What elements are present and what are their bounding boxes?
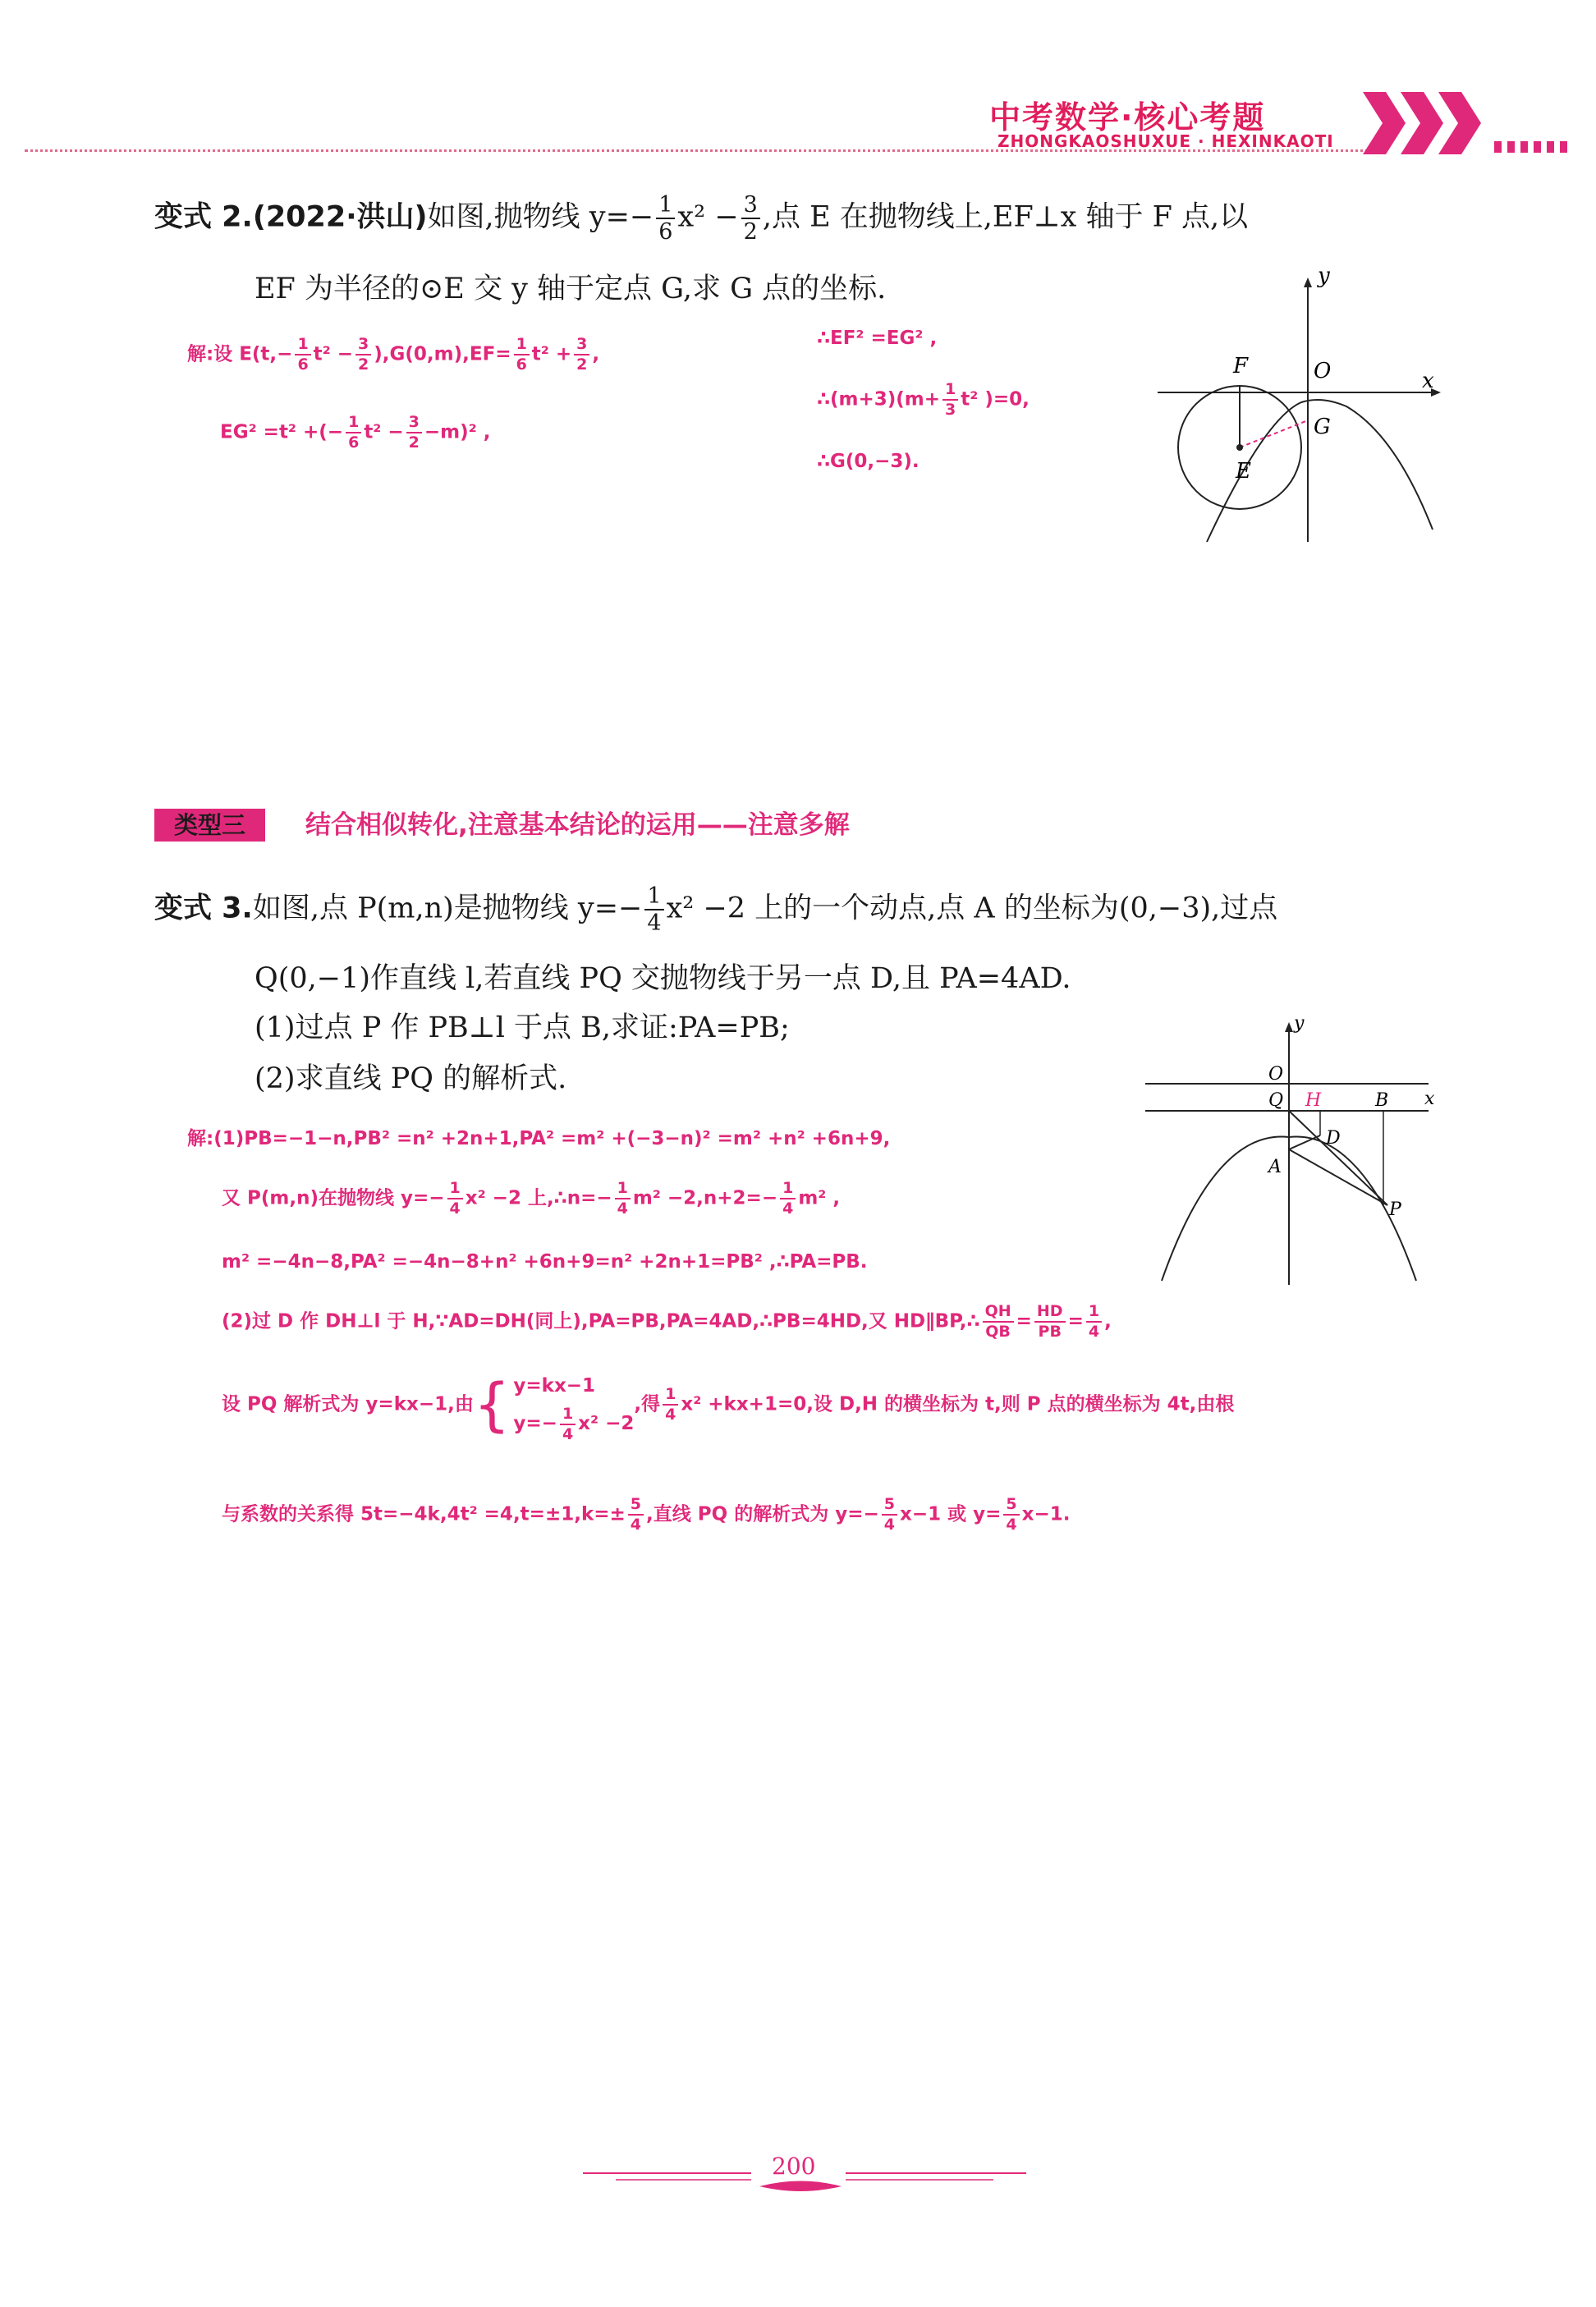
fig2-label-y: y	[1294, 1014, 1305, 1034]
fig1-label-x: x	[1422, 369, 1434, 393]
solution3-line4: (2)过 D 作 DH⊥l 于 H,∵AD=DH(同上),PA=PB,PA=4AD,∴PB=4HD,又 HD∥BP,∴ $\frac{QH}{QB}$ = $\frac{HD}{PB}$ = $\frac{1}{4}$ ,	[222, 1302, 1112, 1341]
fig2-label-O: O	[1268, 1064, 1284, 1085]
fig1-label-O: O	[1314, 359, 1332, 383]
fig2-label-H: H	[1305, 1090, 1322, 1111]
fig2-label-B: B	[1375, 1090, 1389, 1111]
problem3-line2: Q(0,−1)作直线 l,若直线 PQ 交抛物线于另一点 D,且 PA=4AD.	[255, 962, 1071, 995]
solution2-line1: 解:设 E(t,− $\frac{1}{6}$ t² − $\frac{3}{2}$ ),G(0,m),EF= $\frac{1}{6}$ t² + $\frac{3}{2}$ ,	[187, 335, 600, 374]
problem3-line1: 变式 3.如图,点 P(m,n)是抛物线 y=− $\frac{1}{4}$ x² −2 上的一个动点,点 A 的坐标为(0,−3),过点	[154, 883, 1278, 936]
problem3-line3: (1)过点 P 作 PB⊥l 于点 B,求证:PA=PB;	[255, 1011, 790, 1044]
figure1-diagram	[1158, 271, 1461, 550]
problem3-label: 变式 3.	[154, 892, 253, 925]
problem3-line4: (2)求直线 PQ 的解析式.	[255, 1062, 567, 1095]
fig2-label-x: x	[1424, 1089, 1435, 1109]
solution3-line6: 与系数的关系得 5t=−4k,4t² =4,t=±1,k=± $\frac{5}{4}$ ,直线 PQ 的解析式为 y=− $\frac{5}{4}$ x−1 或 y= $\frac{5}{4}$ x−1.	[222, 1495, 1071, 1534]
fig1-label-F: F	[1233, 354, 1249, 378]
header-chevrons-icon	[1363, 92, 1593, 158]
type3-title: 结合相似转化,注意基本结论的运用——注意多解	[305, 810, 850, 840]
fig2-label-Q: Q	[1268, 1090, 1284, 1111]
solution3-line1: 解:(1)PB=−1−n,PB² =n² +2n+1,PA² =m² +(−3−n)² =m² +n² +6n+9,	[187, 1128, 891, 1149]
fig1-label-y: y	[1318, 271, 1330, 288]
solution3-line3: m² =−4n−8,PA² =−4n−8+n² +6n+9=n² +2n+1=PB² ,∴PA=PB.	[222, 1251, 868, 1273]
solution3-line2: 又 P(m,n)在抛物线 y=− $\frac{1}{4}$ x² −2 上,∴n=− $\frac{1}{4}$ m² −2,n+2=− $\frac{1}{4}$ m² ,	[222, 1179, 841, 1218]
type3-box: 类型三	[154, 809, 265, 842]
page-number: 200	[772, 2153, 816, 2180]
solution2-line2: EG² =t² +(− $\frac{1}{6}$ t² − $\frac{3}{2}$ −m)² ,	[220, 413, 491, 452]
problem2-line1: 变式 2.(2022·洪山)如图,抛物线 y=− $\frac{1}{6}$ x² − $\frac{3}{2}$ ,点 E 在抛物线上,EF⊥x 轴于 F 点,以	[154, 192, 1249, 245]
fig2-label-D: D	[1326, 1128, 1341, 1149]
header-dotted-rule	[25, 149, 1379, 152]
fig1-label-E: E	[1236, 459, 1251, 484]
fig2-label-P: P	[1389, 1199, 1401, 1220]
fig1-label-G: G	[1314, 415, 1331, 439]
solution2-right1: ∴EF² =EG² ,	[817, 328, 938, 349]
figure2-diagram	[1141, 1014, 1453, 1293]
fig2-label-A: A	[1268, 1157, 1282, 1177]
solution3-line5: 设 PQ 解析式为 y=kx−1,由{ y=kx−1 y=− $\frac{1}{4}$ x² −2 ,得 $\frac{1}{4}$ x² +kx+1=0,设 D,H 的横坐标为 t,则 P 点的横坐标为 4t,由根	[222, 1371, 1235, 1443]
solution2-right2: ∴(m+3)(m+ $\frac{1}{3}$ t² )=0,	[817, 380, 1030, 419]
problem2-label: 变式 2.(2022·洪山)	[154, 200, 428, 234]
solution2-right3: ∴G(0,−3).	[817, 451, 920, 472]
header-title: 中考数学·核心考题	[989, 99, 1266, 135]
problem2-line2: EF 为半径的⊙E 交 y 轴于定点 G,求 G 点的坐标.	[255, 273, 887, 305]
header-subtitle: ZHONGKAOSHUXUE · HEXINKAOTI	[998, 131, 1334, 151]
